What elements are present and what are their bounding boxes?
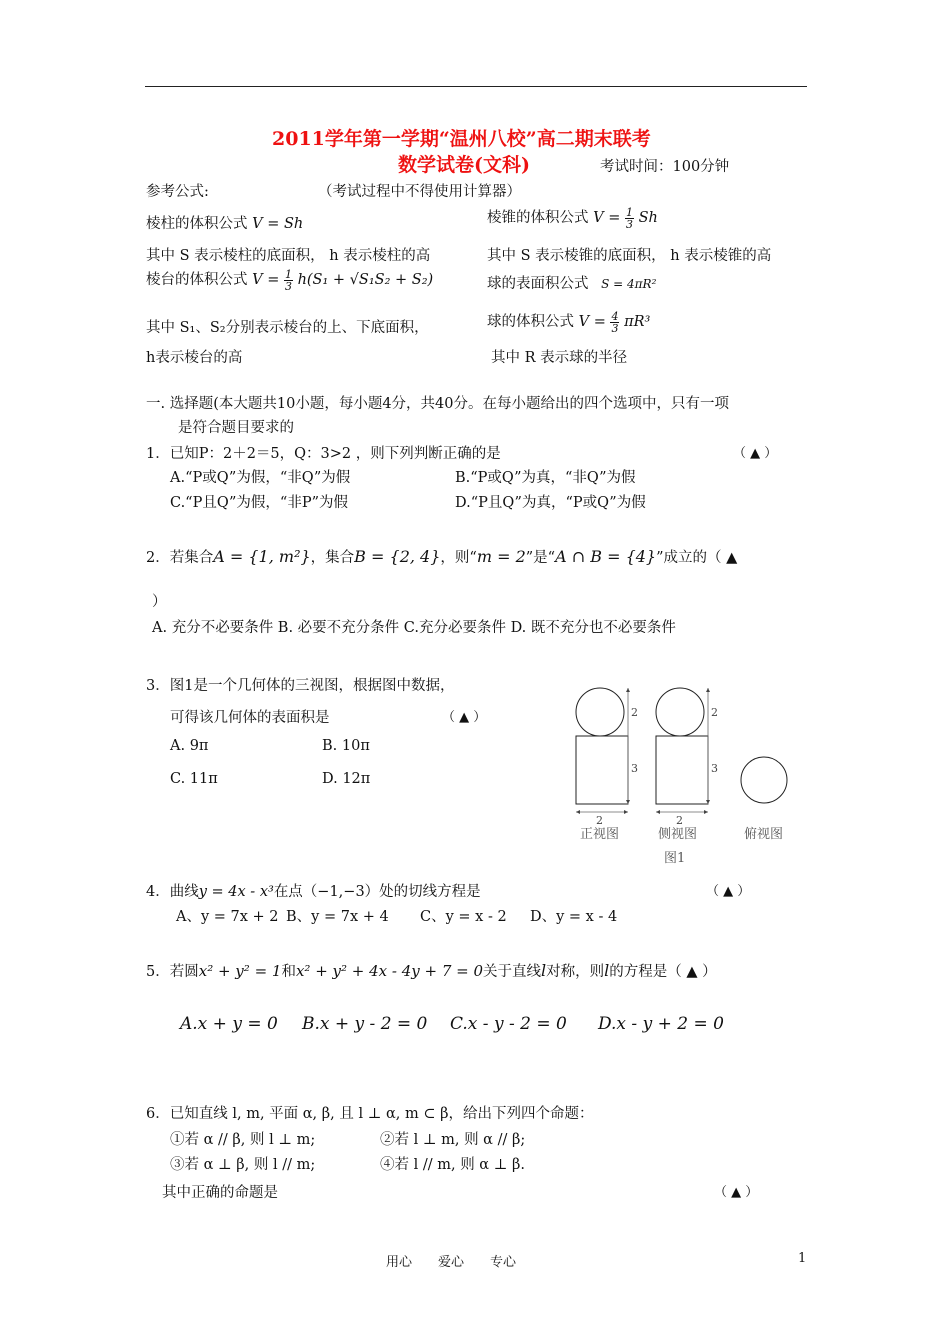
sphere-area-formula: 球的表面积公式 S = 4πR² bbox=[487, 276, 657, 292]
side-dim-side: 3 bbox=[711, 762, 718, 775]
three-view-figure bbox=[560, 680, 800, 870]
q3-answer-mark: （ ▲ ） bbox=[442, 710, 487, 725]
q4-option-a: A、y = 7x + 2 bbox=[176, 909, 279, 925]
front-dim-bottom: 2 bbox=[596, 814, 603, 827]
front-view-rect bbox=[576, 736, 628, 804]
section-heading-cont: 是符合题目要求的 bbox=[178, 420, 294, 436]
side-view-rect bbox=[656, 736, 708, 804]
frustum-note: 其中 S₁、S₂分别表示棱台的上、下底面积， bbox=[146, 320, 429, 336]
q6-stem: 6．已知直线 l, m, 平面 α, β, 且 l ⊥ α, m ⊂ β，给出下列四个命题： bbox=[146, 1106, 594, 1122]
page-subtitle: 数学试卷(文科) bbox=[398, 154, 530, 176]
q4-answer-mark: （ ▲ ） bbox=[706, 884, 751, 899]
side-view-circle bbox=[656, 688, 704, 736]
front-dim-top: 2 bbox=[631, 706, 638, 719]
side-view-label: 侧视图 bbox=[658, 827, 698, 842]
top-view-label: 俯视图 bbox=[744, 827, 784, 842]
q6-prop-4: ④若 l // m, 则 α ⊥ β. bbox=[380, 1157, 525, 1173]
side-dim-bottom: 2 bbox=[676, 814, 683, 827]
sphere-volume-formula: 球的体积公式 V = $\frac{4}{3}$ πR³ bbox=[487, 309, 651, 335]
pyramid-note: 其中 S 表示棱锥的底面积， h 表示棱锥的高 bbox=[487, 248, 772, 264]
q6-prop-2: ②若 l ⊥ m, 则 α // β; bbox=[380, 1132, 526, 1148]
front-view-label: 正视图 bbox=[580, 827, 620, 842]
q1-option-b: B.“P或Q”为真，“非Q”为假 bbox=[455, 470, 636, 486]
page-number: 1 bbox=[798, 1251, 807, 1266]
q3-option-b: B. 10π bbox=[322, 738, 370, 754]
q1-answer-mark: （ ▲ ） bbox=[733, 446, 778, 461]
q1-option-c: C.“P且Q”为假，“非P”为假 bbox=[170, 495, 349, 511]
front-view-circle bbox=[576, 688, 624, 736]
frustum-volume-formula: 棱台的体积公式 V = $\frac{1}{3}$ h(S₁ + √S₁S₂ + S₂) bbox=[146, 267, 434, 293]
q6-answer-mark: （ ▲ ） bbox=[714, 1185, 759, 1200]
q3-option-c: C. 11π bbox=[170, 771, 218, 787]
q6-question: 其中正确的命题是 bbox=[162, 1185, 278, 1201]
calculator-note: （考试过程中不得使用计算器） bbox=[318, 184, 521, 200]
q6-prop-3: ③若 α ⊥ β, 则 l // m; bbox=[170, 1157, 316, 1173]
front-dim-side: 3 bbox=[631, 762, 638, 775]
q5-option-c: C.x - y - 2 = 0 bbox=[450, 1014, 567, 1034]
formula-heading: 参考公式: bbox=[146, 184, 209, 200]
exam-time: 考试时间：100分钟 bbox=[600, 159, 730, 175]
q5-option-b: B.x + y - 2 = 0 bbox=[302, 1014, 428, 1034]
q3-stem: 3．图1是一个几何体的三视图，根据图中数据， bbox=[146, 678, 455, 694]
q3-stem-cont: 可得该几何体的表面积是 bbox=[170, 710, 330, 726]
q4-stem: 4．曲线y = 4x - x³在点（−1,−3）处的切线方程是 bbox=[146, 884, 481, 900]
prism-volume-formula: 棱柱的体积公式 V = Sh bbox=[146, 216, 304, 232]
frustum-h-note: h表示棱台的高 bbox=[146, 350, 243, 366]
pyramid-volume-formula: 棱锥的体积公式 V = $\frac{1}{3}$ Sh bbox=[487, 205, 658, 231]
section-heading: 一. 选择题(本大题共10小题，每小题4分，共40分。在每小题给出的四个选项中，只有一项 bbox=[146, 396, 729, 412]
top-view-circle bbox=[741, 757, 787, 803]
q2-options: A. 充分不必要条件 B. 必要不充分条件 C.充分必要条件 D. 既不充分也不必要条件 bbox=[152, 620, 676, 636]
figure-label: 图1 bbox=[664, 851, 686, 866]
page-title: 2011学年第一学期“温州八校”高二期末联考 bbox=[272, 128, 651, 150]
q5-option-d: D.x - y + 2 = 0 bbox=[598, 1014, 724, 1034]
q4-option-c: C、y = x - 2 bbox=[420, 909, 507, 925]
q5-option-a: A.x + y = 0 bbox=[180, 1014, 278, 1034]
prism-note: 其中 S 表示棱柱的底面积， h 表示棱柱的高 bbox=[146, 248, 431, 264]
q6-prop-1: ①若 α // β, 则 l ⊥ m; bbox=[170, 1132, 316, 1148]
q3-option-d: D. 12π bbox=[322, 771, 371, 787]
q1-option-d: D.“P且Q”为真，“P或Q”为假 bbox=[455, 495, 646, 511]
q2-stem: 2．若集合A = {1, m²}，集合B = {2, 4}，则“m = 2”是“A ∩ B = {4}”成立的（ ▲ bbox=[146, 547, 738, 566]
q5-stem: 5．若圆x² + y² = 1和x² + y² + 4x - 4y + 7 = 0关于直线l对称，则l的方程是（ ▲ ） bbox=[146, 961, 717, 980]
q4-option-d: D、y = x - 4 bbox=[530, 909, 618, 925]
q4-option-b: B、y = 7x + 4 bbox=[286, 909, 389, 925]
footer-motto: 用心 爱心 专心 bbox=[386, 1255, 517, 1270]
side-dim-top: 2 bbox=[711, 706, 718, 719]
q1-stem: 1．已知P：2＋2＝5，Q：3>2 ，则下列判断正确的是 bbox=[146, 446, 501, 462]
q2-close-paren: ） bbox=[152, 594, 167, 610]
q3-option-a: A. 9π bbox=[170, 738, 209, 754]
header-rule bbox=[145, 86, 807, 87]
q1-option-a: A.“P或Q”为假，“非Q”为假 bbox=[170, 470, 351, 486]
sphere-note: 其中 R 表示球的半径 bbox=[491, 350, 628, 366]
